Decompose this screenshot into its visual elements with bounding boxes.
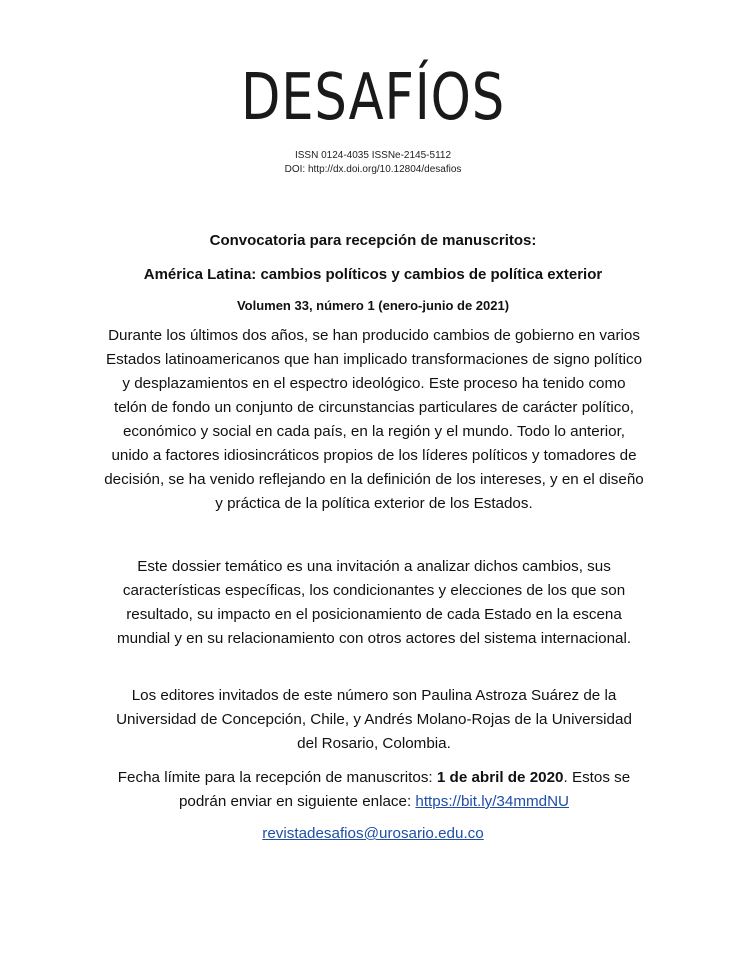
paragraph-deadline bbox=[104, 766, 644, 814]
paragraph-context: Durante los últimos dos años, se han producido cambios de gobierno en varios Estados latinoamericanos que han implicado transformaciones de signo político y desplazamientos en el espectro ideológico. Este proceso ha tenido como telón de fondo un conjunto de circunstancias particulares de carácter político, económico y social en cada país, en la región y el mundo. Todo lo anterior, unido a factores idiosincráticos propios de los líderes políticos y tomadores de decisión, se ha venido reflejando en la definición de los intereses, y en el diseño y práctica de la política exterior de los Estados. bbox=[104, 327, 644, 512]
masthead bbox=[0, 61, 746, 135]
issn-line: ISSN 0124-4035 ISSNe-2145-5112 bbox=[294, 150, 452, 161]
volume-info: Volumen 33, número 1 (enero-junio de 2021) bbox=[236, 298, 510, 313]
contact-email-row bbox=[0, 825, 746, 842]
paragraph-editors: Los editores invitados de este número son Paulina Astroza Suárez de la Universidad de Concepción, Chile, y Andrés Molano-Rojas de la Universidad del Rosario, Colombia. bbox=[116, 687, 632, 752]
doi-line: DOI: http://dx.doi.org/10.12804/desafios bbox=[284, 164, 462, 175]
deadline-suffix: . Estos se podrán enviar en siguiente enlace: bbox=[178, 769, 631, 810]
deadline-prefix: Fecha límite para la recepción de manuscritos: bbox=[117, 769, 437, 786]
deadline-date: 1 de abril de 2020 bbox=[436, 769, 564, 786]
paragraph-dossier: Este dossier temático es una invitación a analizar dichos cambios, sus características específicas, los condicionantes y elecciones de los que son resultado, su impacto en el posicionamiento de cada Estado en la escena mundial y en su relacionamiento con otros actores del sistema internacional. bbox=[116, 558, 632, 647]
journal-logo: DESAFÍOS bbox=[241, 61, 505, 135]
submission-link[interactable]: https://bit.ly/34mmdNU bbox=[415, 793, 570, 810]
contact-email-link[interactable]: revistadesafios@urosario.edu.co bbox=[262, 825, 484, 842]
topic-title: América Latina: cambios políticos y cambios de política exterior bbox=[143, 266, 603, 283]
call-title: Convocatoria para recepción de manuscritos: bbox=[209, 232, 537, 249]
